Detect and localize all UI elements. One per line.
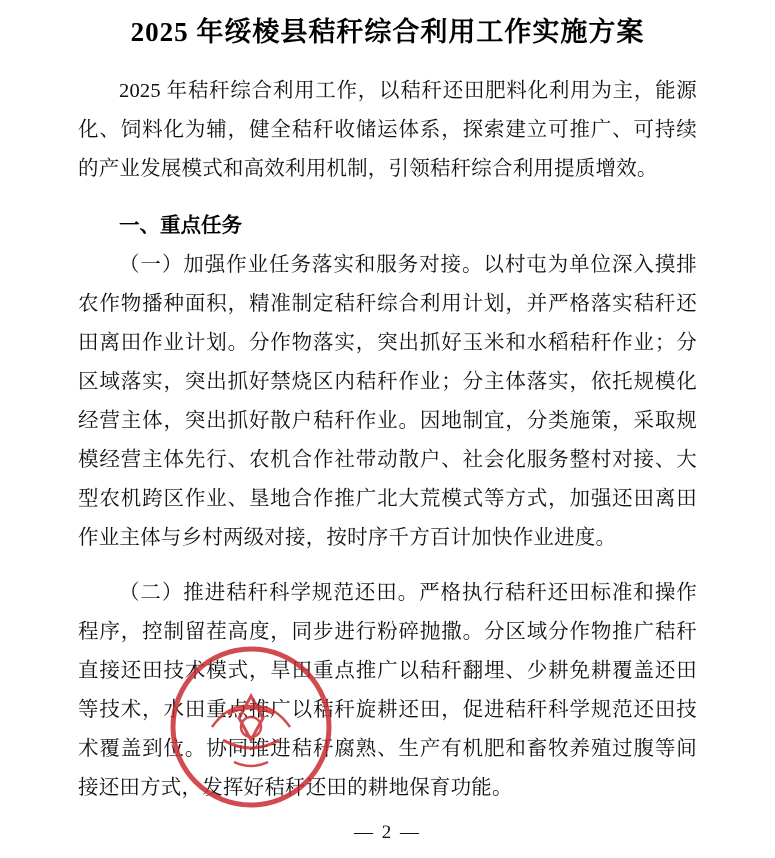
document-page <box>0 8 775 858</box>
paragraph-intro: 2025 年秸秆综合利用工作，以秸秆还田肥料化利用为主，能源化、饲料化为辅，健全秸秆收储运体系，探索建立可推广、可持续的产业发展模式和高效利用机制，引领秸秆综合利用提质增效。 <box>78 80 697 181</box>
section-heading-1: 一、重点任务 <box>119 215 242 238</box>
paragraph-item-2: （二）推进秸秆科学规范还田。严格执行秸秆还田标准和操作程序，控制留茬高度，同步进行粉碎抛撒。分区域分作物推广秸秆直接还田技术模式，旱田重点推广以秸秆翻埋、少耕免耕覆盖还田等技术，水田重点推广以秸秆旋耕还田，促进秸秆科学规范还田技术覆盖到位。协同推进秸秆腐熟、生产有机肥和畜牧养殖过腹等间接还田方式，发挥好秸秆还田的耕地保育功能。 <box>78 582 697 800</box>
page-number: — 2 — <box>354 822 421 843</box>
paragraph-item-1: （一）加强作业任务落实和服务对接。以村屯为单位深入摸排农作物播种面积，精准制定秸秆综合利用计划，并严格落实秸秆还田离田作业计划。分作物落实，突出抓好玉米和水稻秸秆作业；分区域落实，突出抓好禁烧区内秸秆作业；分主体落实，依托规模化经营主体，突出抓好散户秸秆作业。因地制宜，分类施策，采取规模经营主体先行、农机合作社带动散户、社会化服务整村对接、大型农机跨区作业、垦地合作推广北大荒模式等方式，加强还田离田作业主体与乡村两级对接，按时序千方百计加快作业进度。 <box>78 254 697 550</box>
page-title: 2025 年绥棱县秸秆综合利用工作实施方案 <box>130 17 645 47</box>
